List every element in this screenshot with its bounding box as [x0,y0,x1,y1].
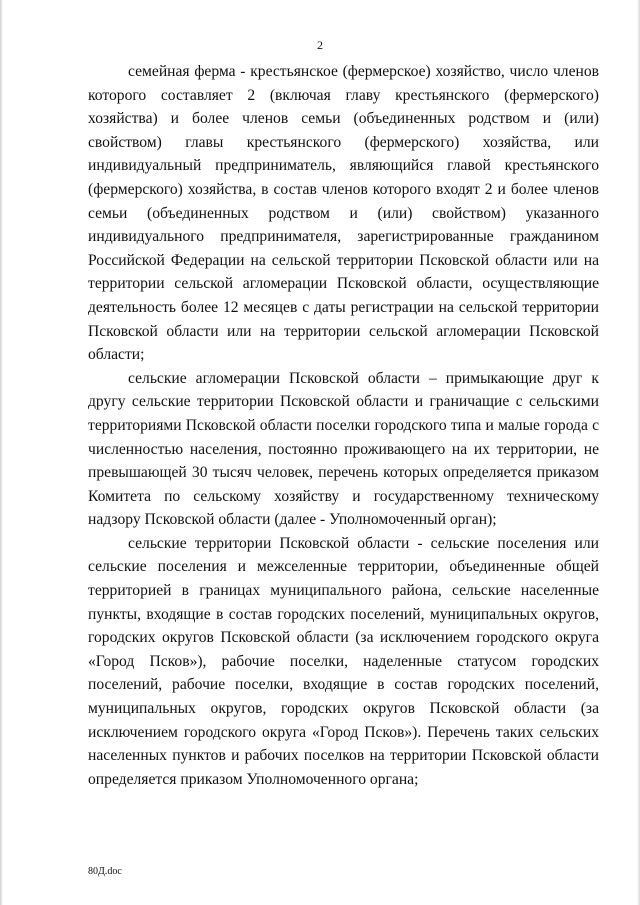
document-body [88,60,599,791]
page-number: 2 [317,38,323,52]
paragraph-rural-agglomerations: сельские агломерации Псковской области – примыкающие друг к другу сельские территории Псковской области и граничащие с сельскими территориями Псковской области поселки городского типа и малые города с численностью населения, постоянно проживающего на их территории, не превышающей 30 тысяч человек, перечень которых определяется приказом Комитета по сельскому хозяйству и государственному техническому надзору Псковской области (далее - Уполномоченный орган); [88,369,599,529]
scan-edge-left [0,0,3,905]
paragraph-rural-territories: сельские территории Псковской области - сельские поселения или сельские поселения и межселенные территории, объединенные общей территорией в границах муниципального района, сельские населенные пункты, входящие в состав городских поселений, муниципальных округов, городских округов Псковской области (за исключением городского округа «Город Псков»), рабочие поселки, наделенные статусом городских поселений, рабочие поселки, входящие в состав городских поселений, муниципальных округов, городских округов Псковской области (за исключением городского округа «Город Псков»). Перечень таких сельских населенных пунктов и рабочих поселков на территории Псковской области определяется приказом Уполномоченного органа; [88,534,599,788]
paragraph-family-farm: семейная ферма - крестьянское (фермерское) хозяйство, число членов которого составляет 2 (включая главу крестьянского (фермерского) хозяйства) и более членов семьи (объединенных родством и (или) свойством) главы крестьянского (фермерского) хозяйства, или индивидуальный предприниматель, являющийся главой крестьянского (фермерского) хозяйства, в состав членов которого входят 2 и более членов семьи (объединенных родством и (или) свойством) указанного индивидуального предпринимателя, зарегистрированные гражданином Российской Федерации на сельской территории Псковской области или на территории сельской агломерации Псковской области, осуществляющие деятельность более 12 месяцев с даты регистрации на сельской территории Псковской области или на территории сельской агломерации Псковской области; [88,63,599,364]
footer-filename: 80Д.doc [88,866,122,877]
